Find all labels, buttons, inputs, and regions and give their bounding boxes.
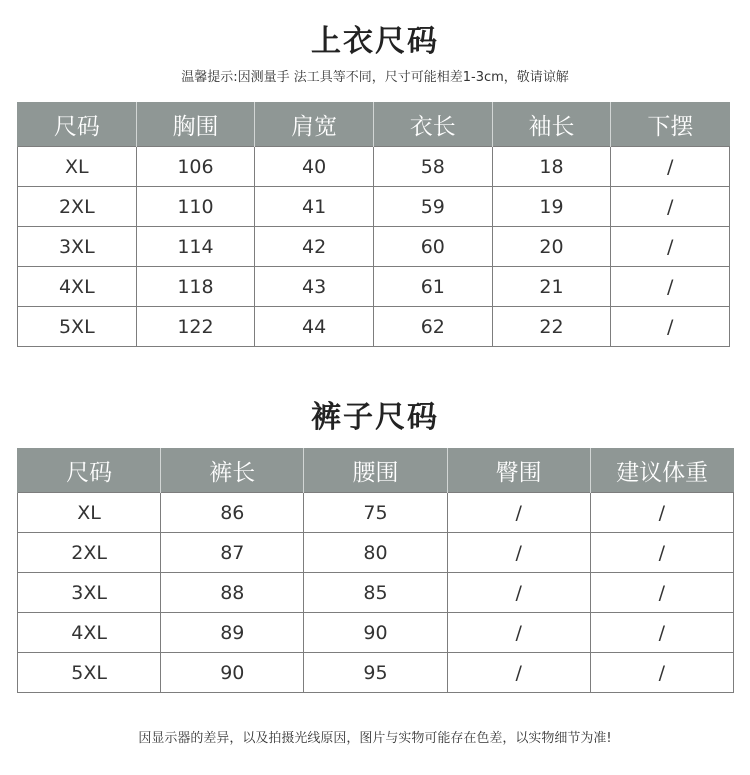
top-size-table (17, 102, 730, 347)
table-cell: 60 (373, 227, 492, 267)
table-row (18, 147, 730, 187)
table-cell: / (447, 573, 590, 613)
table-cell: 106 (136, 147, 255, 187)
table-cell: 95 (304, 653, 447, 693)
top-header-chest: 胸围 (136, 102, 255, 147)
table-cell: 20 (492, 227, 611, 267)
table-cell: 85 (304, 573, 447, 613)
table-row (18, 227, 730, 267)
table-row (18, 267, 730, 307)
table-cell: 122 (136, 307, 255, 347)
table-cell: / (447, 493, 590, 533)
pants-size-title: 裤子尺码 (311, 400, 439, 435)
table-cell: 87 (161, 533, 304, 573)
table-cell: 114 (136, 227, 255, 267)
top-header-hem: 下摆 (611, 102, 730, 147)
table-cell: 118 (136, 267, 255, 307)
table-cell: 86 (161, 493, 304, 533)
table-cell: 4XL (18, 267, 137, 307)
table-cell: / (611, 147, 730, 187)
table-cell: 5XL (18, 653, 161, 693)
pants-table-header-row (18, 448, 734, 493)
table-row (18, 653, 734, 693)
table-cell: XL (18, 493, 161, 533)
pants-header-waist: 腰围 (304, 448, 447, 493)
top-header-size: 尺码 (18, 102, 137, 147)
table-cell: / (590, 533, 733, 573)
table-cell: 42 (255, 227, 374, 267)
table-cell: / (447, 653, 590, 693)
table-cell: 19 (492, 187, 611, 227)
table-cell: 2XL (18, 533, 161, 573)
table-cell: 4XL (18, 613, 161, 653)
table-cell: 80 (304, 533, 447, 573)
table-cell: 3XL (18, 573, 161, 613)
table-cell: 41 (255, 187, 374, 227)
table-cell: / (590, 493, 733, 533)
table-cell: 89 (161, 613, 304, 653)
table-cell: 61 (373, 267, 492, 307)
table-cell: / (590, 573, 733, 613)
table-cell: 18 (492, 147, 611, 187)
pants-header-length: 裤长 (161, 448, 304, 493)
table-cell: 90 (304, 613, 447, 653)
table-cell: / (611, 187, 730, 227)
table-cell: 5XL (18, 307, 137, 347)
table-row (18, 613, 734, 653)
table-cell: XL (18, 147, 137, 187)
table-cell: 58 (373, 147, 492, 187)
table-cell: 75 (304, 493, 447, 533)
pants-size-table (17, 448, 734, 693)
table-cell: 44 (255, 307, 374, 347)
pants-header-weight: 建议体重 (590, 448, 733, 493)
table-row (18, 187, 730, 227)
table-cell: / (611, 267, 730, 307)
table-cell: 2XL (18, 187, 137, 227)
table-cell: 88 (161, 573, 304, 613)
table-row (18, 307, 730, 347)
table-cell: 43 (255, 267, 374, 307)
top-header-length: 衣长 (373, 102, 492, 147)
table-cell: 40 (255, 147, 374, 187)
table-row (18, 533, 734, 573)
table-cell: / (447, 613, 590, 653)
table-cell: 62 (373, 307, 492, 347)
top-table-header-row (18, 102, 730, 147)
color-difference-note: 因显示器的差异，以及拍摄光线原因，图片与实物可能存在色差，以实物细节为准! (138, 731, 612, 746)
table-cell: 22 (492, 307, 611, 347)
pants-header-hip: 臀围 (447, 448, 590, 493)
top-header-shoulder: 肩宽 (255, 102, 374, 147)
table-cell: / (611, 307, 730, 347)
table-cell: 3XL (18, 227, 137, 267)
table-row (18, 493, 734, 533)
table-row (18, 573, 734, 613)
table-cell: 90 (161, 653, 304, 693)
table-cell: 110 (136, 187, 255, 227)
measurement-note: 温馨提示:因测量手 法工具等不同，尺寸可能相差1-3cm，敬请谅解 (181, 70, 569, 85)
pants-header-size: 尺码 (18, 448, 161, 493)
top-size-title: 上衣尺码 (311, 24, 439, 59)
table-cell: / (447, 533, 590, 573)
table-cell: / (611, 227, 730, 267)
table-cell: 21 (492, 267, 611, 307)
table-cell: 59 (373, 187, 492, 227)
top-header-sleeve: 袖长 (492, 102, 611, 147)
table-cell: / (590, 613, 733, 653)
table-cell: / (590, 653, 733, 693)
